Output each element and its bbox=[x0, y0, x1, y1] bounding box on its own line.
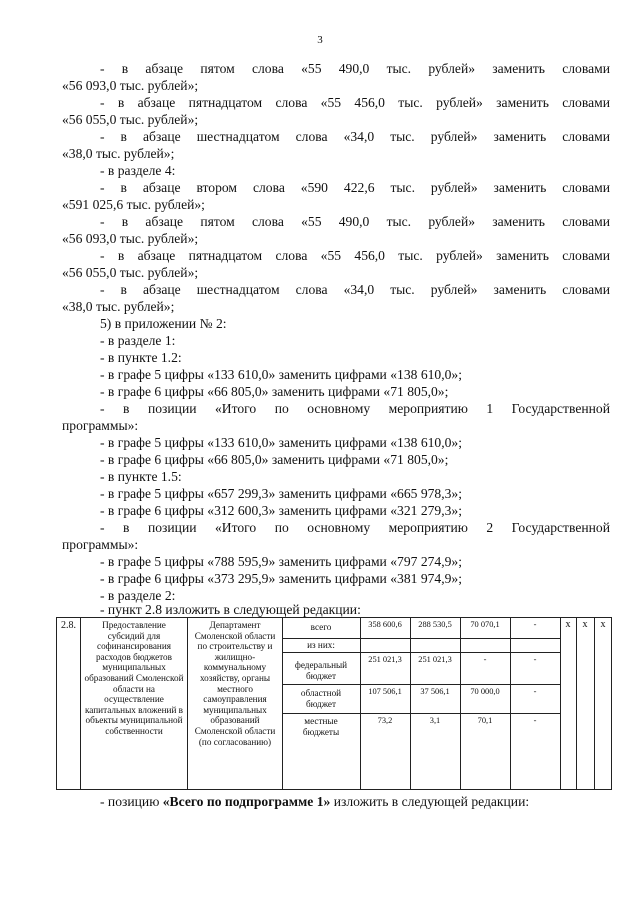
value-cell: 37 506,1 bbox=[420, 687, 450, 696]
text-line: - в абзаце пятом слова «55 490,0 тыс. рублей» заменить словами bbox=[100, 214, 610, 229]
text-line: - в абзаце пятнадцатом слова «55 456,0 тыс. рублей» заменить словами bbox=[100, 248, 610, 263]
text-line: «38,0 тыс. рублей»; bbox=[62, 299, 175, 314]
page-number: 3 bbox=[317, 34, 323, 46]
final-bold-title: «Всего по подпрограмме 1» bbox=[162, 794, 331, 809]
final-suffix: изложить в следующей редакции: bbox=[330, 794, 530, 809]
value-cell: 107 506,1 bbox=[368, 687, 402, 696]
value-cell: 251 021,3 bbox=[368, 655, 402, 664]
x-mark: х bbox=[565, 620, 571, 630]
text-line: - в пункте 1.5: bbox=[100, 469, 182, 484]
text-line: - в графе 6 цифры «66 805,0» заменить цифрами «71 805,0»; bbox=[100, 452, 449, 467]
text-line: - в разделе 2: bbox=[100, 588, 176, 603]
text-line: - в пункте 1.2: bbox=[100, 350, 182, 365]
text-line: - в позиции «Итого по основному мероприятию 2 Государственной bbox=[100, 520, 610, 535]
text-line: - в позиции «Итого по основному мероприятию 1 Государственной bbox=[100, 401, 610, 416]
text-line: - пункт 2.8 изложить в следующей редакции: bbox=[100, 602, 361, 617]
text-line: - в абзаце втором слова «590 422,6 тыс. рублей» заменить словами bbox=[100, 180, 610, 195]
text-line: «56 055,0 тыс. рублей»; bbox=[62, 112, 199, 127]
text-line: - в графе 5 цифры «133 610,0» заменить цифрами «138 610,0»; bbox=[100, 435, 462, 450]
text-line: - в графе 6 цифры «66 805,0» заменить цифрами «71 805,0»; bbox=[100, 384, 449, 399]
text-line: «56 055,0 тыс. рублей»; bbox=[62, 265, 199, 280]
value-cell: - bbox=[533, 655, 537, 664]
text-line: программы»: bbox=[62, 537, 139, 552]
text-line: - в графе 5 цифры «788 595,9» заменить цифрами «797 274,9»; bbox=[100, 554, 462, 569]
value-cell: 70,1 bbox=[477, 716, 493, 725]
text-line: 5) в приложении № 2: bbox=[100, 316, 227, 331]
text-line: «591 025,6 тыс. рублей»; bbox=[62, 197, 205, 212]
text-line: «38,0 тыс. рублей»; bbox=[62, 146, 175, 161]
value-cell: - bbox=[483, 655, 487, 664]
text-line: - в абзаце пятом слова «55 490,0 тыс. рублей» заменить словами bbox=[100, 61, 610, 76]
value-cell: 70 000,0 bbox=[470, 687, 500, 696]
text-line: - в разделе 4: bbox=[100, 163, 176, 178]
final-instruction bbox=[100, 793, 610, 810]
text-line: - в абзаце шестнадцатом слова «34,0 тыс. рублей» заменить словами bbox=[100, 129, 610, 144]
source-label: областной бюджет bbox=[300, 688, 342, 709]
text-line: - в разделе 1: bbox=[100, 333, 176, 348]
responsible-department: Департамент Смоленской области по строительству и жилищно-коммунальному хозяйству, органы местного самоуправления муниципальных образований Смоленской области (по согласованию) bbox=[194, 620, 276, 747]
value-cell: 251 021,3 bbox=[418, 655, 452, 664]
program-table bbox=[56, 617, 612, 790]
value-cell: - bbox=[533, 716, 537, 725]
value-cell: 288 530,5 bbox=[418, 620, 452, 629]
text-line: - в графе 5 цифры «133 610,0» заменить цифрами «138 610,0»; bbox=[100, 367, 462, 382]
value-cell: 70 070,1 bbox=[470, 620, 500, 629]
text-line: - в графе 6 цифры «312 600,3» заменить цифрами «321 279,3»; bbox=[100, 503, 462, 518]
source-label: федеральный бюджет bbox=[294, 660, 348, 681]
value-cell: 3,1 bbox=[429, 716, 441, 725]
final-prefix: - позицию bbox=[100, 794, 163, 809]
text-line: - в абзаце пятнадцатом слова «55 456,0 тыс. рублей» заменить словами bbox=[100, 95, 610, 110]
measure-name: Предоставление субсидий для софинансирования расходов бюджетов муниципальных образований Смоленской области на осуществление капитальных вложений в объекты муниципальной собственности bbox=[84, 620, 184, 736]
text-line: «56 093,0 тыс. рублей»; bbox=[62, 78, 199, 93]
text-line: программы»: bbox=[62, 418, 139, 433]
row-number: 2.8. bbox=[61, 621, 76, 631]
value-cell: 358 600,6 bbox=[368, 620, 402, 629]
value-cell: - bbox=[533, 620, 537, 629]
source-label: всего bbox=[310, 622, 332, 632]
x-mark: х bbox=[582, 620, 588, 630]
source-label: из них: bbox=[307, 640, 335, 650]
x-mark: х bbox=[600, 620, 606, 630]
value-cell: - bbox=[533, 687, 537, 696]
text-line: - в графе 6 цифры «373 295,9» заменить цифрами «381 974,9»; bbox=[100, 571, 462, 586]
value-cell: 73,2 bbox=[377, 716, 393, 725]
text-line: «56 093,0 тыс. рублей»; bbox=[62, 231, 199, 246]
text-line: - в графе 5 цифры «657 299,3» заменить цифрами «665 978,3»; bbox=[100, 486, 462, 501]
source-label: местные бюджеты bbox=[302, 716, 340, 737]
text-line: - в абзаце шестнадцатом слова «34,0 тыс. рублей» заменить словами bbox=[100, 282, 610, 297]
